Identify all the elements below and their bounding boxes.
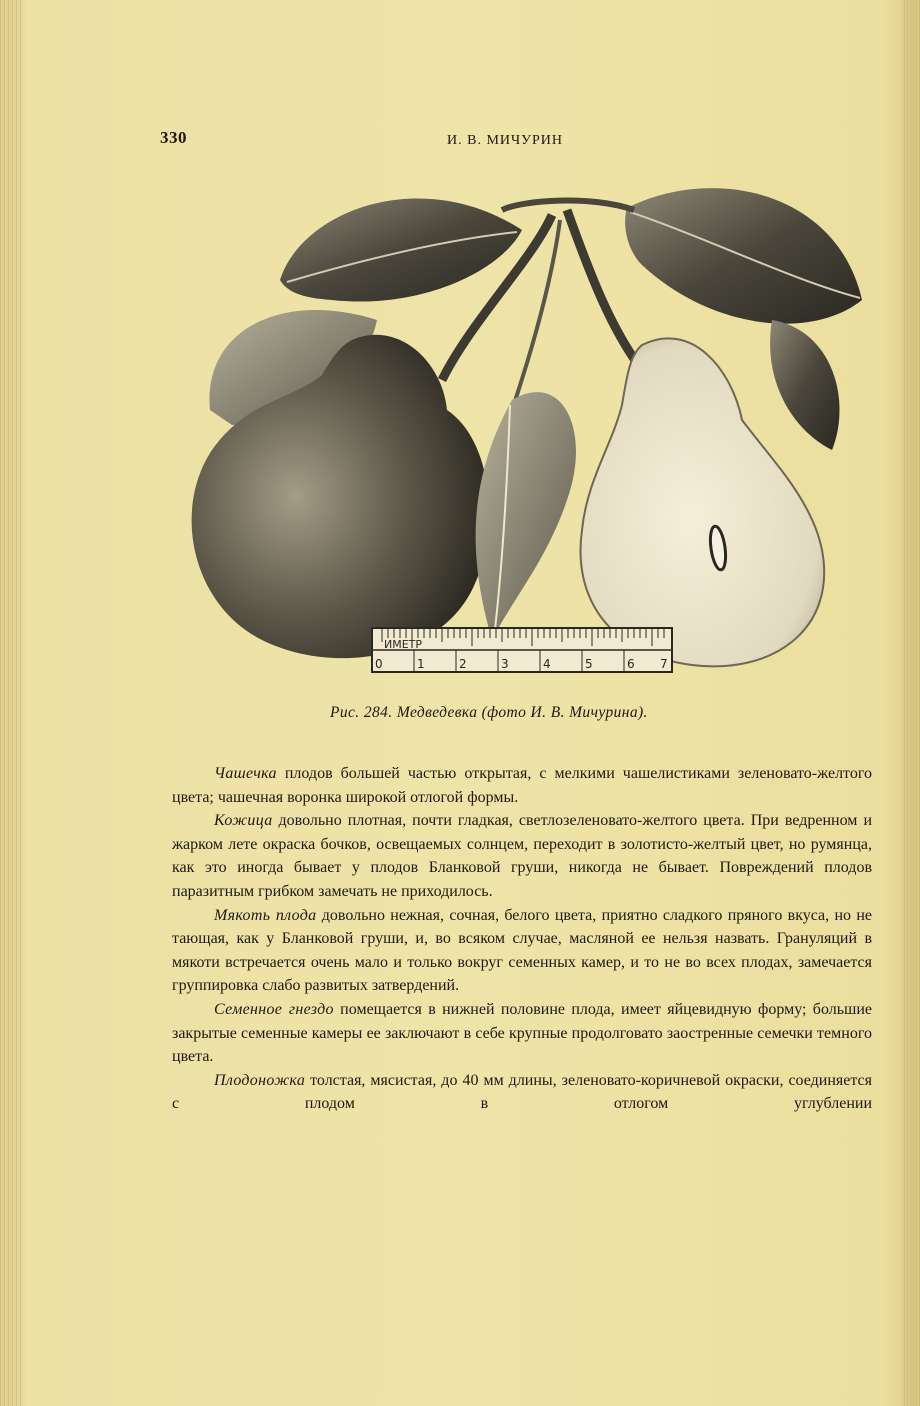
measuring-ruler [372, 628, 672, 672]
paragraph-flesh [172, 904, 872, 998]
paragraph-text: довольно плотная, почти гладкая, светлозеленовато-желтого цвета. При ведренном и жарком лете окраска бочков, освещаемых солнцем, переходит в золотисто-желтый цвет, но румянца, как это иногда бывает у плодов Бланковой груши, никогда не бывает. Повреждений плодов паразитным грибком замечать не приходилось. [172, 812, 872, 900]
leaf-center [476, 392, 576, 640]
ruler-number: 6 [627, 657, 635, 671]
figure-caption: Рис. 284. Медведевка (фото И. В. Мичурина). [330, 704, 648, 721]
paragraph-text: помещается в нижней половине плода, имеет яйцевидную форму; большие закрытые семенные камеры ее заключают в себе крупные продолговато заостренные семечки темного цвета. [172, 1000, 873, 1066]
ruler-number: 2 [459, 657, 467, 671]
paragraph-text: довольно нежная, сочная, белого цвета, приятно сладкого пряного вкуса, но не тающая, как у Бланковой груши, и, во всяком случае, масляной ее нельзя назвать. Грануляций в мякоти встречается очень мало и только вокруг семенных камер, и то не во всех плодах, замечается группировка слабо развитых затвердений. [172, 906, 872, 995]
running-head: И. В. МИЧУРИН [447, 133, 564, 148]
paragraph-text: толстая, мясистая, до 40 мм длины, зеленовато-коричневой окраски, соединяется с плодом в отлогом углублении [172, 1071, 872, 1113]
term: Мякоть плода [214, 906, 317, 924]
paragraph-skin [172, 809, 872, 903]
pear-illustration [172, 170, 872, 680]
page-edge-right [902, 0, 920, 1406]
ruler-number: 1 [417, 657, 425, 671]
paragraph-calyx [172, 762, 872, 809]
ruler-number: 4 [543, 657, 551, 671]
ruler-number: 3 [501, 657, 509, 671]
ruler-number: 5 [585, 657, 593, 671]
page-edge-left [0, 0, 22, 1406]
paragraph-text: плодов большей частью открытая, с мелкими чашелистиками зеленовато-желтого цвета; чашечная воронка широкой отлогой формы. [172, 765, 872, 806]
ruler-label: ИМЕТР [384, 638, 423, 651]
paragraph-stalk [172, 1069, 872, 1116]
term: Плодоножка [214, 1071, 306, 1089]
term: Кожица [214, 812, 273, 830]
term: Чашечка [214, 765, 277, 782]
page-number: 330 [160, 128, 187, 147]
ruler-number: 7 [660, 657, 668, 671]
term: Семенное гнездо [214, 1000, 334, 1018]
body-text [172, 762, 872, 1116]
leaf-top-left [280, 199, 522, 302]
paragraph-seed-nest [172, 998, 872, 1069]
leaf-right-back [770, 320, 839, 450]
pear-photo [172, 170, 872, 680]
ruler-number: 0 [375, 657, 383, 671]
